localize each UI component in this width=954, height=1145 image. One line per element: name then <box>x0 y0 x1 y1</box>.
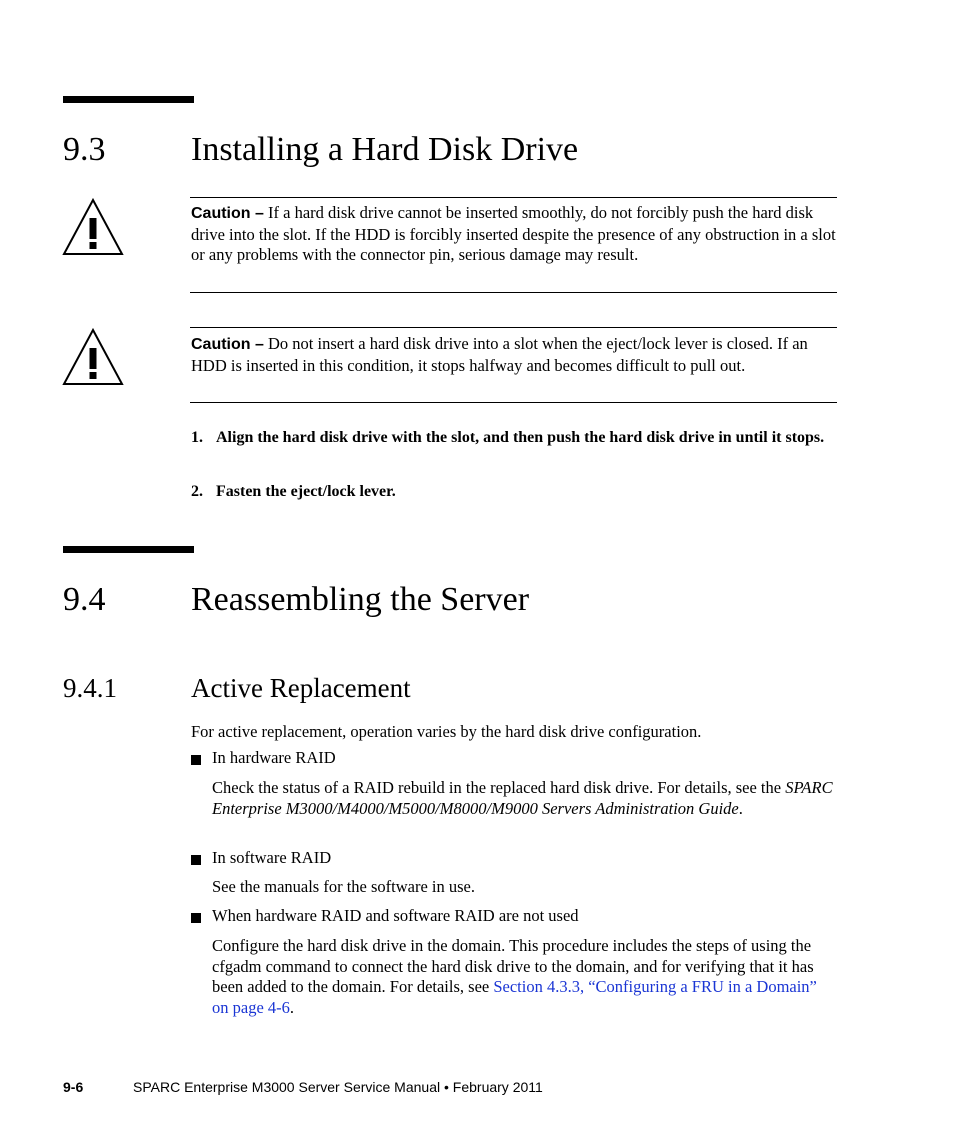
footer-text <box>133 1078 543 1096</box>
document-title: SPARC Enterprise M3000/M4000/M5000/M8000/M9000 Servers Administration Guide <box>212 778 833 818</box>
footer-separator: • <box>443 1079 449 1095</box>
caution-note <box>191 203 836 266</box>
subsection-title: Active Replacement <box>191 673 411 703</box>
description-text: . <box>289 997 295 1017</box>
bullet-description <box>212 936 836 1018</box>
subsection-number: 9.4.1 <box>63 673 117 703</box>
procedure-step <box>191 482 836 503</box>
square-bullet-icon <box>191 855 201 865</box>
caution-body: If a hard disk drive cannot be inserted smoothly, do not forcibly push the hard disk drive into the slot. If the HDD is forcibly inserted despite the presence of any obstruction in a slot or any problems with the connector pin, serious damage may result. <box>191 203 836 264</box>
caution-label: Caution – <box>191 336 264 353</box>
page-number: 9-6 <box>63 1079 84 1095</box>
caution-triangle-icon <box>62 198 124 256</box>
caution-label: Caution – <box>191 205 264 222</box>
manual-title: SPARC Enterprise M3000 Server Service Manual <box>133 1079 441 1095</box>
step-number: 2. <box>191 483 203 500</box>
caution-top-rule <box>190 327 837 328</box>
caution-bottom-rule <box>190 292 837 293</box>
caution-body: Do not insert a hard disk drive into a slot when the eject/lock lever is closed. If an HDD is inserted in this condition, it stops halfway and becomes difficult to pull out. <box>191 334 808 375</box>
caution-bottom-rule <box>190 402 837 403</box>
section-title: Installing a Hard Disk Drive <box>191 131 579 168</box>
step-text: Fasten the eject/lock lever. <box>216 483 396 500</box>
section-number: 9.3 <box>63 131 106 168</box>
cross-reference-link[interactable]: Section 4.3.3, “Configuring a FRU in a Domain” on page 4-6 <box>212 977 817 1017</box>
bullet-label: In hardware RAID <box>212 748 336 767</box>
bullet-description <box>212 778 836 819</box>
description-text: Check the status of a RAID rebuild in the replaced hard disk drive. For details, see the <box>212 778 786 797</box>
bullet-label: When hardware RAID and software RAID are not used <box>212 906 579 925</box>
intro-paragraph: For active replacement, operation varies by the hard disk drive configuration. <box>191 722 702 741</box>
section-number: 9.4 <box>63 581 106 618</box>
step-number: 1. <box>191 429 203 446</box>
section-rule <box>63 546 194 553</box>
description-text: . <box>738 798 743 818</box>
description-text: Configure the hard disk drive in the domain. This procedure includes the steps of using the cfgadm command to connect the hard disk drive to the domain, and for verifying that it has been added to the domain. For details, see <box>212 936 814 996</box>
publication-date: February 2011 <box>452 1079 543 1095</box>
section-title: Reassembling the Server <box>191 581 530 618</box>
bullet-description: See the manuals for the software in use. <box>212 877 476 896</box>
caution-note <box>191 334 836 376</box>
step-text: Align the hard disk drive with the slot, and then push the hard disk drive in until it stops. <box>216 429 825 446</box>
caution-top-rule <box>190 197 837 198</box>
square-bullet-icon <box>191 755 201 765</box>
caution-triangle-icon <box>62 328 124 386</box>
square-bullet-icon <box>191 913 201 923</box>
procedure-step <box>191 428 836 449</box>
bullet-label: In software RAID <box>212 848 332 867</box>
section-rule <box>63 96 194 103</box>
